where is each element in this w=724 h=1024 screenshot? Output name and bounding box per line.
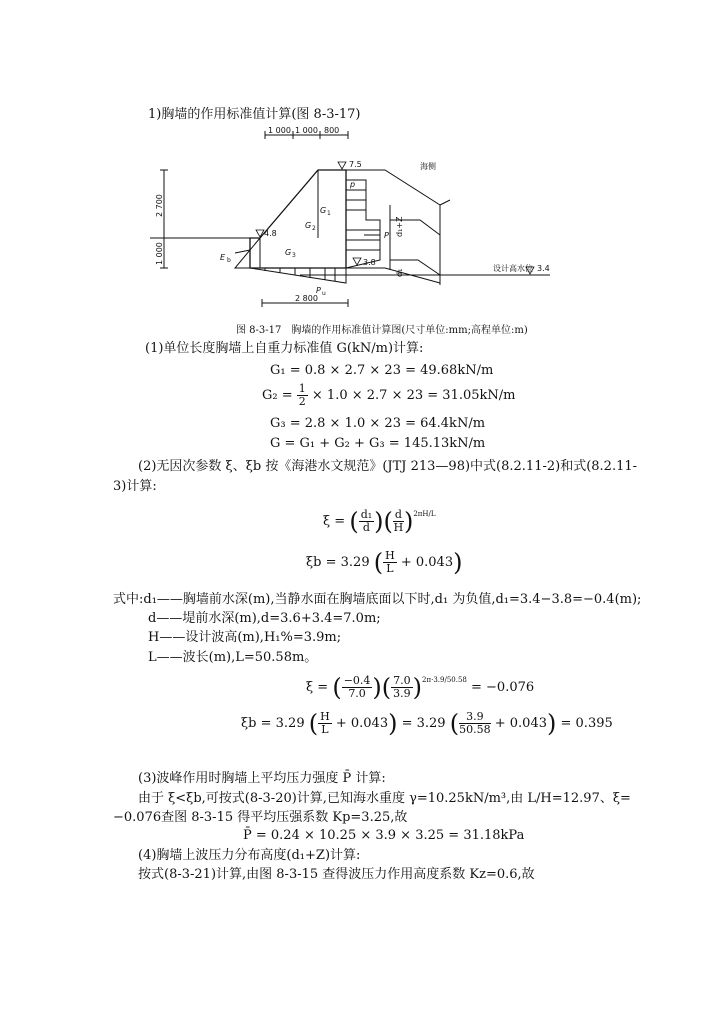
dim-1000b: 1 000	[295, 126, 318, 135]
equation-g2	[262, 383, 515, 409]
eq-xiv-lhs: ξ =	[306, 680, 329, 695]
equation-xib	[306, 550, 462, 575]
eq-xi-f2-den: H	[393, 521, 404, 534]
paragraph-2a: (2)无因次参数 ξ、ξb 按《海港水文规范》(JTJ 213—98)中式(8.2.11-2)和式(8.2.11-	[138, 459, 638, 474]
eq-xibv-eq: = 3.29	[401, 716, 446, 731]
label-g1-sub: 1	[327, 210, 331, 217]
label-p: P	[384, 231, 389, 240]
elev-4-8: 4.8	[264, 229, 277, 238]
eq-xiv-f1-num: −0.4	[343, 674, 371, 687]
eq-xibv-frac1	[318, 711, 332, 736]
eq-xi-exp: 2πH/L	[413, 510, 436, 518]
equation-xib-value	[241, 711, 613, 736]
eq-xibv-res: = 0.395	[560, 716, 613, 731]
eq-g2-num: 1	[298, 382, 306, 395]
paragraph-3b: −0.076查图 8-3-15 得平均压强系数 Kp=3.25,故	[113, 810, 408, 825]
paren-close: )	[453, 548, 463, 577]
eq-g2-lhs: G₂ =	[262, 388, 293, 403]
dim-2800: 2 800	[295, 294, 318, 303]
label-g1: G	[320, 206, 327, 215]
eq-xib-frac	[383, 550, 397, 575]
label-design-water: 设计高水位	[493, 264, 533, 273]
dim-1000a: 1 000	[268, 126, 291, 135]
equation-g: G = G₁ + G₂ + G₃ = 145.13kN/m	[270, 436, 486, 451]
label-pbar: p	[350, 180, 356, 189]
equation-g3: G₃ = 2.8 × 1.0 × 23 = 64.4kN/m	[270, 416, 486, 431]
equation-g1: G₁ = 0.8 × 2.7 × 23 = 49.68kN/m	[270, 363, 494, 378]
definition-l: L——波长(m),L=50.58m。	[148, 650, 318, 665]
definition-d: d——堤前水深(m),d=3.6+3.4=7.0m;	[148, 611, 381, 626]
eq-g2-den: 2	[298, 395, 306, 408]
elev-7-5: 7.5	[349, 160, 362, 169]
eq-xibv-f2-num: 3.9	[459, 711, 491, 724]
eq-xiv-frac1	[342, 675, 373, 700]
eq-xibv-f2-den: 50.58	[459, 723, 491, 736]
eq-xi-f1-num: d₁	[360, 508, 373, 521]
eq-xi-lhs: ξ =	[323, 514, 346, 529]
label-d1z: d₁+Z	[395, 216, 404, 237]
figure-caption: 图 8-3-17 胸墙的作用标准值计算图(尺寸单位:mm;高程单位:m)	[236, 325, 528, 336]
eq-xiv-exp: 2π·3.9/50.58	[422, 676, 467, 684]
definition-h: H——设计波高(m),H₁%=3.9m;	[148, 630, 342, 645]
eq-xiv-f1-den: 7.0	[348, 687, 366, 700]
paren-close: )	[403, 507, 414, 536]
label-pu: P	[316, 286, 321, 295]
elev-3-8: 3.8	[363, 258, 376, 267]
eq-g2-rhs: × 1.0 × 2.7 × 23 = 31.05kN/m	[311, 388, 516, 403]
eq-xibv-f1-num: H	[320, 710, 330, 723]
paren-close: )	[372, 673, 382, 702]
paragraph-4: (4)胸墙上波压力分布高度(d₁+Z)计算:	[138, 848, 361, 863]
paren-open: (	[332, 673, 342, 702]
label-g2-sub: 2	[312, 225, 316, 232]
label-pu-sub: u	[322, 290, 326, 297]
paragraph-3a: 由于 ξ<ξb,可按式(8-3-20)计算,已知海水重度 γ=10.25kN/m³,由 L/H=12.97、ξ=	[138, 791, 631, 806]
paren-close: )	[388, 709, 398, 738]
paren-open: (	[383, 507, 393, 536]
paren-open: (	[373, 548, 384, 577]
eq-xib-lhs: ξb = 3.29	[306, 555, 370, 570]
eq-xib-rest: + 0.043	[400, 555, 454, 570]
label-eb: E	[220, 253, 226, 262]
eq-xib-den: L	[386, 562, 394, 575]
paren-close: )	[412, 673, 423, 702]
label-g3: G	[285, 248, 292, 257]
dim-1000c: 1 000	[155, 242, 164, 265]
label-sea-side: 海侧	[420, 162, 436, 171]
wall-diagram	[150, 125, 570, 320]
eq-g2-frac	[297, 383, 308, 408]
equation-xi	[323, 506, 436, 534]
paren-open: (	[449, 709, 460, 738]
section-heading: 1)胸墙的作用标准值计算(图 8-3-17)	[148, 107, 361, 122]
dim-2700: 2 700	[155, 194, 164, 217]
eq-xi-f2-num: d	[394, 508, 402, 521]
paren-close: )	[547, 709, 557, 738]
equation-p: P̄ = 0.24 × 10.25 × 3.9 × 3.25 = 31.18kPa	[243, 828, 525, 843]
dim-800: 800	[324, 126, 340, 135]
eq-xiv-f2-num: 7.0	[393, 674, 411, 687]
paragraph-1: (1)单位长度胸墙上自重力标准值 G(kN/m)计算:	[145, 341, 424, 356]
eq-xiv-rhs: = −0.076	[471, 680, 535, 695]
label-g3-sub: 3	[292, 252, 296, 259]
eq-xiv-f2-den: 3.9	[393, 687, 411, 700]
label-eb-sub: b	[227, 257, 231, 264]
eq-xibv-f1-den: L	[321, 723, 329, 736]
label-g2: G	[305, 221, 312, 230]
eq-xibv-mid: + 0.043	[335, 716, 389, 731]
definition-d1: 式中:d₁——胸墙前水深(m),当静水面在胸墙底面以下时,d₁ 为负值,d₁=3.4−3.8=−0.4(m);	[113, 592, 642, 607]
eq-xiv-frac2	[391, 675, 413, 700]
elev-3-4: 3.4	[537, 264, 550, 273]
paren-open: (	[349, 507, 359, 536]
paren-open: (	[381, 673, 392, 702]
eq-xibv-frac2	[459, 711, 491, 736]
paren-open: (	[308, 709, 319, 738]
eq-xi-frac1	[359, 509, 374, 534]
eq-xibv-lhs: ξb = 3.29	[241, 716, 305, 731]
eq-xi-frac2	[393, 509, 404, 534]
paragraph-2b: 3)计算:	[113, 479, 157, 494]
paragraph-3: (3)波峰作用时胸墙上平均压力强度 P̄ 计算:	[138, 771, 386, 786]
eq-xib-num: H	[385, 549, 395, 562]
eq-xibv-rhs: + 0.043	[494, 716, 547, 731]
paragraph-4a: 按式(8-3-21)计算,由图 8-3-15 查得波压力作用高度系数 Kz=0.6,故	[138, 867, 535, 882]
paren-close: )	[374, 507, 384, 536]
eq-xi-f1-den: d	[362, 521, 370, 534]
label-d1: d₁	[395, 268, 404, 277]
equation-xi-value	[306, 672, 534, 700]
